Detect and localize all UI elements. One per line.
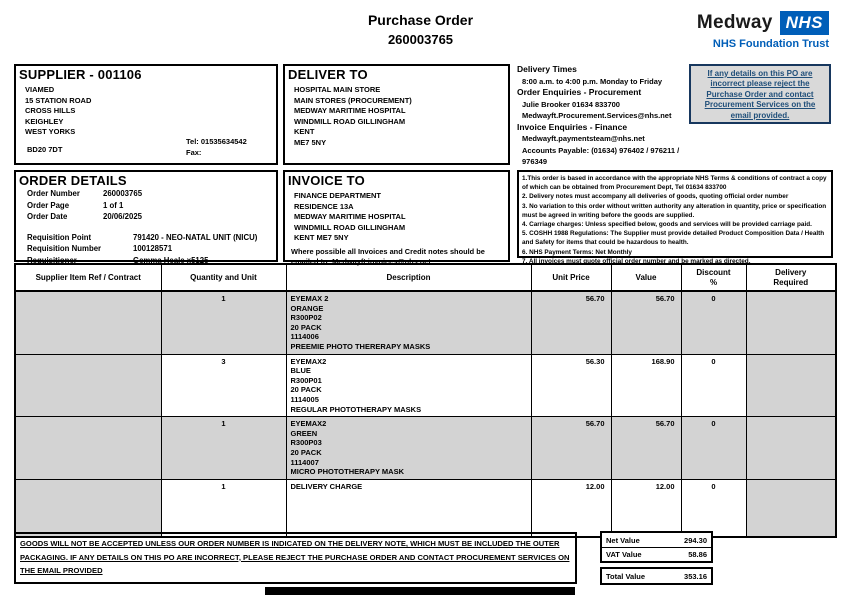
col-header-discount-label: Discount % <box>696 268 731 287</box>
supplier-fax <box>186 147 247 158</box>
supplier-address-line: VIAMED <box>25 85 55 94</box>
delivery-required-cell <box>746 417 836 480</box>
description-line: EYEMAX2 <box>290 356 327 366</box>
bottom-black-bar <box>265 587 575 595</box>
table-row <box>15 479 836 537</box>
discount-cell: 0 <box>681 354 746 417</box>
discount-cell: 0 <box>681 291 746 354</box>
invoice-address-line: MEDWAY MARITIME HOSPITAL <box>294 212 406 221</box>
description-cell <box>286 354 531 417</box>
value-cell: 56.70 <box>611 291 681 354</box>
quantity-cell: 1 <box>161 417 286 480</box>
supplier-address-line: CROSS HILLS <box>25 106 76 115</box>
deliver-address-line: ME7 5NY <box>294 137 327 147</box>
requisition-number-label: Requisition Number <box>27 244 102 253</box>
nhs-logo-icon: NHS <box>780 11 829 35</box>
vat-value-row <box>602 547 711 561</box>
supplier-address-line: 15 STATION ROAD <box>25 95 92 105</box>
supplier-ref-cell <box>15 354 161 417</box>
supplier-heading: SUPPLIER - 001106 <box>19 67 142 82</box>
unit-price-cell: 56.70 <box>531 291 611 354</box>
invoice-address-line: FINANCE DEPARTMENT <box>294 191 381 200</box>
col-header-description: Description <box>286 264 531 291</box>
supplier-address-line: WEST YORKS <box>25 127 76 136</box>
deliver-address-line: KENT <box>294 127 315 136</box>
vat-value-label: VAT Value <box>606 550 642 559</box>
requisition-number-row <box>16 243 276 255</box>
description-cell <box>286 479 531 537</box>
description-line: 20 PACK <box>290 447 322 457</box>
delivery-times-value: 8:00 a.m. to 4:00 p.m. Monday to Friday <box>522 76 663 86</box>
description-line: 1114005 <box>290 394 319 404</box>
invoice-email-note: Where possible all Invoices and Credit notes should be emailed to: Medwayft.invoices@nhs.net <box>291 246 485 266</box>
unit-price-cell: 12.00 <box>531 479 611 537</box>
delivery-required-cell <box>746 291 836 354</box>
table-header-row <box>15 264 836 291</box>
discount-cell: 0 <box>681 417 746 480</box>
supplier-telfax <box>186 136 247 158</box>
order-page-row <box>16 200 276 212</box>
order-details-box <box>14 170 278 265</box>
description-line: 20 PACK <box>290 322 322 332</box>
description-line: DELIVERY CHARGE <box>290 481 363 491</box>
invoice-to-address <box>294 191 508 244</box>
invoice-address-line: RESIDENCE 13A <box>294 201 354 211</box>
terms-line: 1.This order is based in accordance with the appropriate NHS Terms & conditions of contract a copy of which can be obtained from Procurement Dept, Tel 01634 833700 <box>522 175 827 192</box>
invoice-to-box <box>283 170 510 266</box>
total-value-label: Total Value <box>606 571 646 581</box>
order-number-row <box>16 188 276 200</box>
description-line: BLUE <box>290 366 311 376</box>
terms-line: 5. COSHH 1988 Regulations: The Supplier must provide detailed Product Composition Data / Health and Safety for items that could be hazardous to health. <box>522 230 825 247</box>
quantity-cell: 3 <box>161 354 286 417</box>
terms-line: 3. No variation to this order without written authority any alteration in quantity, price or specification must be agreed in writing before the goods are supplied. <box>522 202 827 219</box>
description-line: REGULAR PHOTOTHERAPY MASKS <box>290 404 422 414</box>
invoice-to-heading: INVOICE TO <box>288 173 365 188</box>
total-value-amount: 353.16 <box>684 571 707 581</box>
supplier-address <box>25 85 276 138</box>
contact-info-column <box>517 64 691 168</box>
delivery-required-cell <box>746 479 836 537</box>
table-row <box>15 291 836 354</box>
description-line: 1114007 <box>290 457 319 467</box>
quantity-cell: 1 <box>161 291 286 354</box>
delivery-times-label: Delivery Times <box>517 64 577 74</box>
requisitioner-value: Gemma Heale x5125 <box>133 255 209 265</box>
fax-label: Fax: <box>186 148 202 157</box>
delivery-required-cell <box>746 354 836 417</box>
deliver-address-line: HOSPITAL MAIN STORE <box>294 85 381 94</box>
description-line: MICRO PHOTOTHERAPY MASK <box>290 467 404 477</box>
line-items-table <box>14 263 837 538</box>
description-line: 20 PACK <box>290 385 322 395</box>
requisition-number-value: 100128571 <box>133 244 173 253</box>
tel-label: Tel: <box>186 137 199 146</box>
terms-line: 7. All invoices must quote official order number and be marked as directed. <box>522 257 751 265</box>
requisition-point-label: Requisition Point <box>27 232 92 242</box>
total-value-row <box>602 569 711 583</box>
net-value-amount: 294.30 <box>684 535 707 545</box>
trust-subtitle: NHS Foundation Trust <box>712 38 829 50</box>
terms-line: 2. Delivery notes must accompany all deliveries of goods, quoting official order number <box>522 193 789 201</box>
payments-email: Medwayft.paymentsteam@nhs.net <box>522 134 645 143</box>
description-line: GREEN <box>290 428 318 438</box>
supplier-address-line: KEIGHLEY <box>25 116 64 126</box>
medway-wordmark: Medway <box>696 12 773 33</box>
supplier-ref-cell <box>15 291 161 354</box>
discount-cell: 0 <box>681 479 746 537</box>
goods-acceptance-warning: GOODS WILL NOT BE ACCEPTED UNLESS OUR ORDER NUMBER IS INDICATED ON THE DELIVERY NOTE, WHICH MUST BE INCLUDED THE OUTER PACKAGING. IF ANY DETAILS ON THIS PO ARE INCORRECT, PLEASE REJECT THE PURCHASE ORDER AND CONTACT PROCUREMENT SERVICES ON THE EMAIL PROVIDED <box>14 532 577 584</box>
col-header-unit-price: Unit Price <box>531 264 611 291</box>
requisition-point-value: 791420 - NEO-NATAL UNIT (NICU) <box>133 232 258 242</box>
col-header-quantity: Quantity and Unit <box>161 264 286 291</box>
description-line: 1114006 <box>290 332 319 342</box>
value-cell: 168.90 <box>611 354 681 417</box>
unit-price-cell: 56.30 <box>531 354 611 417</box>
value-cell: 12.00 <box>611 479 681 537</box>
terms-line: 6. NHS Payment Terms: Net Monthly <box>522 248 632 256</box>
table-row <box>15 417 836 480</box>
order-number-label: Order Number <box>27 189 80 198</box>
order-page-value: 1 of 1 <box>103 200 124 210</box>
deliver-address-line: MEDWAY MARITIME HOSPITAL <box>294 106 406 115</box>
description-line: R300P02 <box>290 313 322 323</box>
description-cell <box>286 417 531 480</box>
deliver-address-line: WINDMILL ROAD GILLINGHAM <box>294 116 406 126</box>
trust-brand <box>639 11 829 50</box>
accounts-payable-numbers: Accounts Payable: (01634) 976402 / 976211 / 976349 <box>522 145 680 166</box>
description-line: EYEMAX2 <box>290 419 327 429</box>
table-row <box>15 354 836 417</box>
order-details-heading: ORDER DETAILS <box>19 173 127 188</box>
procurement-email: Medwayft.Procurement.Services@nhs.net <box>522 111 672 120</box>
vat-value-amount: 58.86 <box>688 550 707 559</box>
terms-line: 4. Carriage charges: Unless specified below, goods and services will be provided carriage paid. <box>522 221 812 229</box>
requisition-point-row <box>16 232 276 244</box>
terms-and-conditions-box <box>517 170 833 265</box>
invoice-address-line: WINDMILL ROAD GILLINGHAM <box>294 222 406 232</box>
supplier-box <box>14 64 278 165</box>
col-header-delivery-required <box>746 264 836 291</box>
purchase-order-number: 260003765 <box>387 32 454 47</box>
col-header-discount <box>681 264 746 291</box>
net-value-row <box>602 533 711 547</box>
value-cell: 56.70 <box>611 417 681 480</box>
unit-price-cell: 56.70 <box>531 417 611 480</box>
net-value-label: Net Value <box>606 535 640 545</box>
order-date-value: 20/06/2025 <box>103 212 143 221</box>
supplier-tel <box>186 136 247 147</box>
col-header-value: Value <box>611 264 681 291</box>
description-line: R300P01 <box>290 375 322 385</box>
description-line: ORANGE <box>290 303 324 313</box>
order-page-label: Order Page <box>27 200 70 210</box>
tel-value: 01535634542 <box>200 137 247 146</box>
total-value-box <box>600 567 713 585</box>
deliver-address-line: MAIN STORES (PROCUREMENT) <box>294 95 412 105</box>
deliver-to-address <box>294 85 508 148</box>
col-header-delivery-label: Delivery Required <box>773 268 809 287</box>
supplier-ref-cell <box>15 479 161 537</box>
order-enquiries-label: Order Enquiries - Procurement <box>517 87 642 97</box>
description-line: R300P03 <box>290 438 322 448</box>
po-rejection-notice: If any details on this PO are incorrect please reject the Purchase Order and contact Procurement Services on the email provided. <box>689 64 831 124</box>
net-vat-totals-box <box>600 531 713 563</box>
col-header-supplier-ref: Supplier Item Ref / Contract <box>15 264 161 291</box>
order-date-row <box>16 211 276 223</box>
order-enquiries-contact: Julie Brooker 01634 833700 <box>522 99 620 109</box>
description-line: EYEMAX 2 <box>290 294 329 303</box>
totals-section <box>600 531 713 585</box>
order-date-label: Order Date <box>27 212 68 221</box>
requisitioner-label: Requisitioner <box>27 255 77 265</box>
page-title: Purchase Order <box>367 12 474 28</box>
invoice-address-line: KENT ME7 5NY <box>294 233 349 242</box>
supplier-postcode: BD20 7DT <box>27 145 63 154</box>
supplier-ref-cell <box>15 417 161 480</box>
deliver-to-heading: DELIVER TO <box>288 67 368 82</box>
invoice-enquiries-label: Invoice Enquiries - Finance <box>517 121 628 132</box>
quantity-cell: 1 <box>161 479 286 537</box>
description-line: PREEMIE PHOTO THERERAPY MASKS <box>290 341 431 351</box>
order-number-value: 260003765 <box>103 189 143 198</box>
description-cell <box>286 291 531 354</box>
deliver-to-box <box>283 64 510 165</box>
